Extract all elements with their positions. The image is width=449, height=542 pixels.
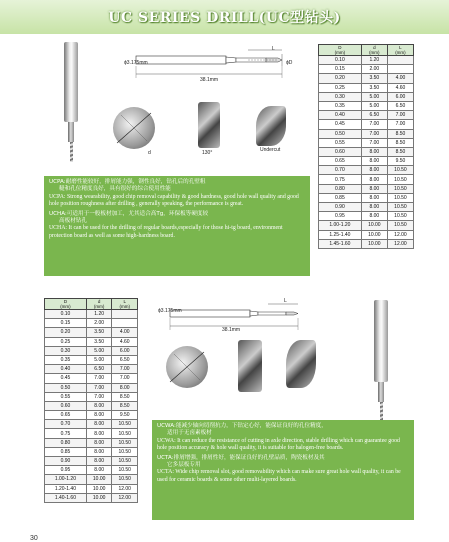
table-cell: 0.90 [319, 203, 362, 212]
table-row [319, 56, 414, 65]
drill-undercut-bottom [286, 340, 316, 388]
table-cell: 0.50 [319, 129, 362, 138]
table-cell: 2.00 [361, 65, 387, 74]
table-cell: 0.25 [319, 83, 362, 92]
ucta-chinese: UCTA:排屑增强，排屑性好，能保证良好的孔壁品质，陶瓷板材及其 它多层板专用 [157, 454, 325, 469]
table-cell: 10.50 [112, 475, 138, 484]
description-box-top [44, 176, 310, 276]
table-cell: 0.35 [319, 101, 362, 110]
table-row [45, 420, 138, 429]
drill-flute-bottom [238, 340, 262, 392]
table-cell: 8.00 [361, 175, 387, 184]
table-row [319, 120, 414, 129]
table-cell: 5.00 [361, 101, 387, 110]
table-row [45, 438, 138, 447]
table-row [319, 166, 414, 175]
table-cell: 10.00 [361, 221, 387, 230]
table-cell: 0.30 [45, 346, 87, 355]
table-row [319, 83, 414, 92]
table-cell: 0.65 [319, 157, 362, 166]
table-cell: 7.00 [86, 392, 112, 401]
table-cell: 0.85 [45, 447, 87, 456]
table-cell: 1.20 [361, 56, 387, 65]
table-cell: 0.25 [45, 337, 87, 346]
header-d: d (mm) [86, 299, 112, 310]
table-cell: 0.60 [45, 401, 87, 410]
table-cell: 0.40 [45, 365, 87, 374]
table-cell: 8.00 [361, 203, 387, 212]
drill-body [68, 122, 74, 142]
table-cell: 8.00 [361, 184, 387, 193]
table-cell: 6.50 [387, 101, 413, 110]
table-row [319, 157, 414, 166]
table-cell: 0.70 [319, 166, 362, 175]
table-cell: 5.00 [86, 355, 112, 364]
table-header-row [319, 45, 414, 56]
table-cell: 1.20 [86, 310, 112, 319]
table-cell: 10.00 [86, 493, 112, 502]
table-row [319, 184, 414, 193]
table-cell: 0.75 [319, 175, 362, 184]
table-cell: 0.90 [45, 457, 87, 466]
table-row [45, 392, 138, 401]
table-row [45, 355, 138, 364]
table-row [45, 493, 138, 502]
table-row [319, 138, 414, 147]
table-row [45, 475, 138, 484]
table-cell: 8.00 [112, 383, 138, 392]
spec-table-bottom [44, 298, 138, 503]
table-row [319, 111, 414, 120]
drill-end-view-lines [166, 346, 208, 388]
table-row [45, 466, 138, 475]
table-cell: 8.50 [387, 129, 413, 138]
table-cell: 9.50 [387, 157, 413, 166]
table-cell: 6.50 [112, 355, 138, 364]
drill-tip [380, 402, 383, 422]
table-cell: 9.50 [112, 411, 138, 420]
table-cell: 8.00 [86, 438, 112, 447]
spec-table-top [318, 44, 414, 249]
ucha-english: UCHA: It can be used for the drilling of regular boards,especially for those hi-tg board, environment protection board as well as some high-hardness board. [49, 225, 283, 239]
table-cell: 7.00 [86, 383, 112, 392]
page-title: UC SERIES DRILL(UC型钻头) [108, 10, 341, 26]
table-cell: 7.00 [361, 120, 387, 129]
table-row [45, 365, 138, 374]
drill-flute-top [198, 102, 220, 148]
table-row [319, 230, 414, 239]
label-d-small: d [148, 150, 151, 156]
label-total-length: 38.1mm [222, 327, 241, 333]
table-cell: 0.10 [319, 56, 362, 65]
table-cell: 8.00 [361, 147, 387, 156]
table-cell: 7.00 [112, 365, 138, 374]
header-D: D (mm) [319, 45, 362, 56]
table-cell: 0.95 [45, 466, 87, 475]
ucwa-english: UCWA: It can reduce the resistance of cutting in axle direction, stable drilling which can guarantee good hole position accuracy & hole wall quality, it is suitable for halogen-free boards. [157, 437, 400, 452]
table-row [319, 203, 414, 212]
table-row [45, 484, 138, 493]
drill-shank [374, 300, 388, 382]
header-L: L (mm) [112, 299, 138, 310]
table-cell: 1.20-1.40 [45, 484, 87, 493]
table-cell: 1.40-1.60 [45, 493, 87, 502]
table-cell: 0.55 [45, 392, 87, 401]
table-cell [387, 65, 413, 74]
table-cell: 4.00 [387, 74, 413, 83]
table-cell: 4.60 [387, 83, 413, 92]
label-diameter-D: ϕD [286, 60, 293, 66]
table-cell: 5.00 [86, 346, 112, 355]
table-cell: 8.00 [86, 447, 112, 456]
table-row [319, 212, 414, 221]
label-length-L: L [272, 46, 275, 52]
table-cell: 0.10 [45, 310, 87, 319]
table-row [45, 383, 138, 392]
table-cell: 3.50 [361, 74, 387, 83]
ucta-english: UCTA: Wide chip removal slot, good removability which can make sure great hole wall quality, it can be used for ceramic boards & some other multi-layered boards. [157, 469, 401, 483]
table-cell: 3.50 [361, 83, 387, 92]
table-row [45, 401, 138, 410]
label-shank-diameter: ϕ3.175mm [124, 60, 148, 66]
table-cell: 1.25-1.40 [319, 230, 362, 239]
table-row [319, 65, 414, 74]
table-cell: 8.50 [387, 138, 413, 147]
table-cell: 0.75 [45, 429, 87, 438]
table-cell: 10.50 [387, 193, 413, 202]
ucha-chinese: UCHA:可适用于一般板材加工，尤其适合高Tg，环保板等硬度较 高板材钻孔 [49, 210, 209, 225]
table-cell: 8.00 [86, 401, 112, 410]
table-cell: 10.50 [112, 438, 138, 447]
table-cell: 10.50 [112, 466, 138, 475]
table-row [319, 221, 414, 230]
label-point-angle: 130° [202, 150, 213, 156]
table-row [45, 328, 138, 337]
table-cell: 3.50 [86, 328, 112, 337]
table-cell: 0.45 [45, 374, 87, 383]
table-cell: 8.00 [86, 466, 112, 475]
table-row [319, 74, 414, 83]
table-row [45, 346, 138, 355]
table-cell: 10.00 [86, 484, 112, 493]
table-cell: 12.00 [387, 230, 413, 239]
drill-body [378, 382, 384, 402]
table-cell: 0.50 [45, 383, 87, 392]
table-cell: 2.00 [86, 319, 112, 328]
table-row [45, 310, 138, 319]
table-cell: 10.50 [387, 221, 413, 230]
drill-photo-bottom [374, 300, 388, 422]
table-row [319, 239, 414, 248]
table-cell: 0.60 [319, 147, 362, 156]
table-cell: 4.60 [112, 337, 138, 346]
table-row [319, 175, 414, 184]
drill-tip [70, 142, 73, 162]
table-cell: 0.45 [319, 120, 362, 129]
table-cell: 3.50 [86, 337, 112, 346]
table-cell [112, 310, 138, 319]
table-cell: 1.00-1.20 [319, 221, 362, 230]
table-cell: 0.95 [319, 212, 362, 221]
table-cell: 10.00 [86, 475, 112, 484]
drill-diagram-top [118, 44, 308, 90]
header-D: D (mm) [45, 299, 87, 310]
table-row [319, 147, 414, 156]
table-cell: 0.15 [45, 319, 87, 328]
drill-end-view-lines [113, 107, 155, 149]
ucpa-chinese: UCPA:耐磨性能较好，排屑能力强，钢性良好，钻孔后的孔壁粗 糙和孔位精度良好，具有很好的综合使用性能 [49, 179, 206, 193]
table-cell: 8.00 [361, 166, 387, 175]
table-cell: 7.00 [361, 129, 387, 138]
table-cell: 10.50 [387, 184, 413, 193]
table-cell [387, 56, 413, 65]
table-cell: 0.20 [45, 328, 87, 337]
table-cell: 6.50 [86, 365, 112, 374]
table-cell: 10.00 [361, 239, 387, 248]
table-cell: 10.50 [387, 175, 413, 184]
table-cell: 12.00 [387, 239, 413, 248]
table-cell: 10.00 [361, 230, 387, 239]
table-row [319, 101, 414, 110]
table-row [45, 337, 138, 346]
table-cell: 8.00 [361, 212, 387, 221]
table-row [45, 319, 138, 328]
description-box-bottom [152, 420, 414, 520]
table-cell: 7.00 [387, 111, 413, 120]
label-undercut: Undercut [260, 147, 281, 153]
table-cell: 7.00 [112, 374, 138, 383]
drill-shank [64, 42, 78, 122]
table-cell: 0.15 [319, 65, 362, 74]
table-cell: 10.50 [387, 166, 413, 175]
table-cell: 8.00 [86, 420, 112, 429]
table-row [319, 129, 414, 138]
table-cell: 0.35 [45, 355, 87, 364]
table-cell: 0.65 [45, 411, 87, 420]
table-cell: 1.00-1.20 [45, 475, 87, 484]
table-cell [112, 319, 138, 328]
table-cell: 8.00 [86, 457, 112, 466]
table-row [319, 92, 414, 101]
table-cell: 12.00 [112, 493, 138, 502]
ucwa-chinese: UCWA:能减少轴向切削抗力，下钻定心好，能保证良好的孔位精度， 适用于无卤素板材 [157, 423, 327, 437]
drill-photo-top [64, 42, 78, 162]
header-L: L (mm) [387, 45, 413, 56]
table-cell: 8.00 [86, 411, 112, 420]
table-row [319, 193, 414, 202]
table-row [45, 374, 138, 383]
table-cell: 12.00 [112, 484, 138, 493]
ucpa-english: UCPA: Strong wearability, good chip removal capability & good hardness, good hole wall quality and good hole position roughness after drilling , generally speaking, the performance is great. [49, 193, 299, 208]
table-header-row [45, 299, 138, 310]
header-d: d (mm) [361, 45, 387, 56]
label-shank-diameter: ϕ3.175mm [158, 308, 182, 314]
table-cell: 8.00 [361, 157, 387, 166]
label-total-length: 38.1mm [200, 77, 219, 83]
table-cell: 0.85 [319, 193, 362, 202]
label-length-L: L [284, 298, 287, 304]
table-cell: 5.00 [361, 92, 387, 101]
table-cell: 0.55 [319, 138, 362, 147]
table-cell: 4.00 [112, 328, 138, 337]
table-cell: 7.00 [86, 374, 112, 383]
table-cell: 10.50 [387, 203, 413, 212]
table-cell: 0.40 [319, 111, 362, 120]
table-row [45, 429, 138, 438]
table-cell: 8.50 [112, 401, 138, 410]
table-row [45, 411, 138, 420]
table-cell: 8.00 [86, 429, 112, 438]
drill-undercut-top [256, 106, 286, 146]
table-cell: 6.50 [361, 111, 387, 120]
table-cell: 8.50 [112, 392, 138, 401]
table-row [45, 457, 138, 466]
table-cell: 8.50 [387, 147, 413, 156]
page-number: 30 [30, 535, 38, 542]
table-cell: 6.00 [387, 92, 413, 101]
table-cell: 0.20 [319, 74, 362, 83]
table-cell: 8.00 [361, 193, 387, 202]
table-row [45, 447, 138, 456]
table-cell: 7.00 [387, 120, 413, 129]
table-cell: 7.00 [361, 138, 387, 147]
table-cell: 6.00 [112, 346, 138, 355]
table-cell: 0.80 [45, 438, 87, 447]
table-cell: 10.50 [112, 447, 138, 456]
table-cell: 10.50 [112, 457, 138, 466]
table-cell: 1.45-1.60 [319, 239, 362, 248]
table-cell: 10.50 [112, 420, 138, 429]
table-cell: 0.30 [319, 92, 362, 101]
table-cell: 10.50 [112, 429, 138, 438]
table-cell: 10.50 [387, 212, 413, 221]
table-cell: 0.70 [45, 420, 87, 429]
table-cell: 0.80 [319, 184, 362, 193]
